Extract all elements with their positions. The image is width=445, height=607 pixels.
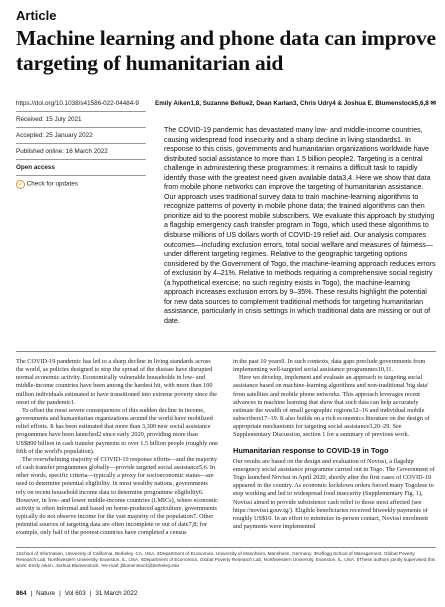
author-list: Emily Aiken1,8, Suzanne Bellue2, Dean Karlan3, Chris Udry4 & Joshua E. Blumenstock5,6,8 ✉ <box>155 100 436 107</box>
check-updates-button[interactable] <box>16 175 146 193</box>
body-paragraph: To offset the most severe consequences of this sudden decline in income, governments and humanitarian organizations around the world have mobilized relief efforts. It has been estimated that more than 3,300 new social assistance programmes have been launched2 since early 2020, providing more than US$800 billion in cash transfer payments to over 1.5 billion people (roughly one fifth of the world's population). <box>16 406 218 455</box>
body-paragraph: The overwhelming majority of COVID-19 response efforts—and the majority of cash transfer programmes globally—provide targeted social assistance5,6. In other words, specific criteria—typically a proxy for socioeconomic status—are used to determine potential eligibility. In most wealthy nations, governments rely on recent household income data to determine programme eligibility6. However, in low- and lower middle-income countries (LMICs), where economic activity is often informal and based on home-produced agriculture, governments typically do not observe income for the vast majority of the population7. Other potential sources of targeting data are often incomplete or out of date7,8; for example, only half of the poorest countries have completed a census <box>16 455 218 537</box>
journal-name: Nature <box>36 590 56 597</box>
footer-separator: | <box>89 590 92 597</box>
issue-date: 31 March 2022 <box>95 590 138 597</box>
body-column-left <box>16 358 219 537</box>
body-paragraph: in the past 10 years9. In such contexts, data gaps preclude governments from implementing well-targeted social assistance programmes10,11. <box>233 358 426 374</box>
open-access-label: Open access <box>16 159 146 175</box>
article-title: Machine learning and phone data can improve targeting of humanitarian aid <box>16 26 436 75</box>
section-divider <box>16 351 436 352</box>
check-circle-icon: ✓ <box>17 181 24 188</box>
article-meta <box>16 98 146 193</box>
affiliations: 1School of Information, University of California, Berkeley, CA, USA. 2Department of Economics, University of Mannheim, Mannheim, Germany. 3Kellogg School of Management, Global Poverty Research Lab, Northwestern University, Evanston, IL, USA. 4Department of Economics, Global Poverty Research Lab, Northwestern University, Evanston, IL, USA. 5These authors jointly supervised this work: Emily Aiken, Joshua Blumenstock. ✉e-mail: jblumenstock@berkeley.edu <box>16 551 436 569</box>
check-updates-label: Check for updates <box>26 180 78 188</box>
section-heading: Humanitarian response to COVID-19 in Togo <box>233 445 389 455</box>
published-date: Published online: 16 March 2022 <box>16 143 146 159</box>
footer-separator: | <box>30 590 33 597</box>
body-paragraph: Here we develop, implement and evaluate an approach to targeting social assistance based on machine-learning algorithms and non-traditional 'big data' from satellites and mobile phone networks. This approach leverages recent advances in machine learning that show that such data can help accurately estimate the wealth of small geographic regions12–16 and individual mobile subscribers17–19. It also builds on a rich economics literature on the design of appropriate mechanisms for targeting social assistance3,20–29. See Supplementary Discussion, section 1 for a summary of previous work. <box>233 374 430 439</box>
article-type-label: Article <box>16 8 57 23</box>
body-paragraph: The COVID-19 pandemic has led to a sharp decline in living standards across the world, as policies designed to stop the spread of the disease have disrupted normal economic activity. Economically vulnerable households in low- and middle-income countries have been among the hardest hit, with more than 100 million individuals estimated to have transitioned into extreme poverty since the onset of the pandemic1. <box>16 358 217 406</box>
volume: Vol 603 <box>64 590 86 597</box>
footer-separator: | <box>59 590 61 597</box>
doi-link[interactable]: https://doi.org/10.1038/s41586-022-04484-9 <box>16 100 139 107</box>
page-number: 864 <box>16 590 27 597</box>
abstract: The COVID-19 pandemic has devastated many low- and middle-income countries, causing widespread food insecurity and a sharp decline in living standards1. In response to this crisis, governments and humanitarian organizations worldwide have distributed social assistance to more than 1.5 billion people2. Targeting is a central challenge in administering these programmes: it remains a difficult task to rapidly identify those with the greatest need given available data3,4. Here we show that data from mobile phone networks can improve the targeting of humanitarian assistance. Our approach uses traditional survey data to train machine-learning algorithms to recognize patterns of poverty in mobile phone data; the trained algorithms can then prioritize aid to the poorest mobile subscribers. We evaluate this approach by studying a flagship emergency cash transfer program in Togo, which used these algorithms to disburse millions of US dollars worth of COVID-19 relief aid. Our analysis compares outcomes—including exclusion errors, total social welfare and measures of fairness—under different targeting regimes. Relative to the geographic targeting options considered by the Government of Togo, the machine-learning approach reduces errors of exclusion by 4–21%. Relative to methods requiring a comprehensive social registry (a hypothetical exercise; no such registry exists in Togo), the machine-learning approach increases exclusion errors by 9–35%. These results highlight the potential for new data sources to complement traditional methods for targeting humanitarian assistance, particularly in crisis settings in which traditional data are missing or out of date. <box>164 126 436 325</box>
body-paragraph: Our results are based on the design and evaluation of Novissi, a flagship emergency social assistance programme carried out in Togo. The Government of Togo launched Novissi in April 2020, shortly after the first cases of COVID-19 appeared in the country. As economic lockdown orders forced many Togolese to stop working and led to widespread food insecurity (Supplementary Fig. 1), Novissi aimed to provide subsistence cash relief to those most affected (see https://novissi.gouv.tg/). Eligible beneficiaries received biweekly payments of roughly US$10. In an effort to minimize in-person contact, Novissi enrolment and payments were implemented <box>233 457 435 530</box>
accepted-date: Accepted: 25 January 2022 <box>16 127 146 143</box>
received-date: Received: 15 July 2021 <box>16 111 146 127</box>
page-footer <box>16 590 436 597</box>
body-column-right <box>233 358 436 531</box>
footnote-divider <box>16 547 436 548</box>
